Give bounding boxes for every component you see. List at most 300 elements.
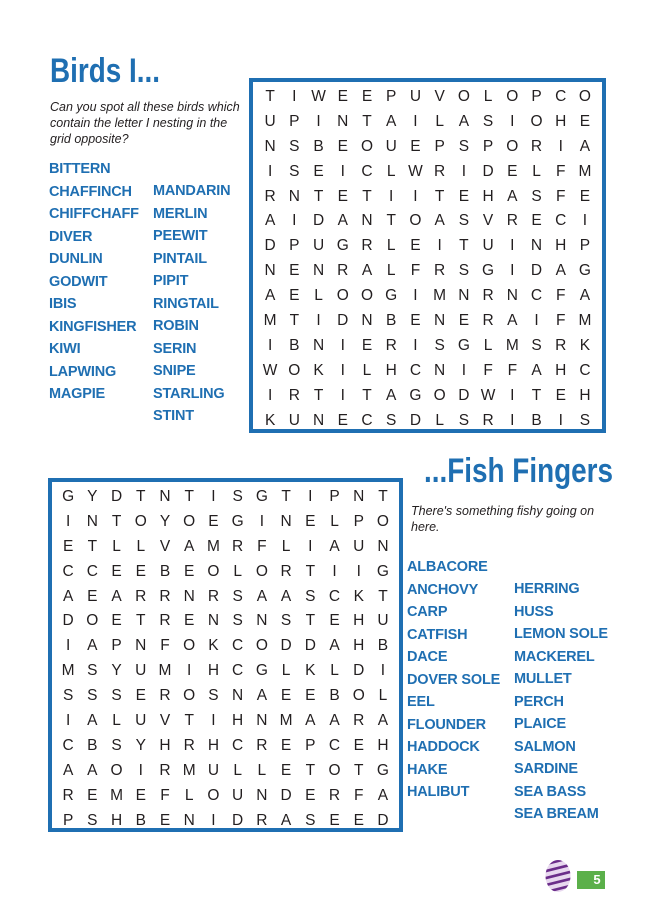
grid-letter: B	[135, 811, 146, 829]
grid-letter: O	[376, 512, 389, 530]
grid-row	[56, 759, 395, 784]
grid-letter: D	[110, 488, 123, 505]
grid-letter: E	[410, 312, 421, 330]
grid-letter: E	[329, 811, 340, 829]
grid-letter: A	[386, 386, 397, 404]
grid-letter: N	[256, 712, 268, 730]
grid-letter: K	[305, 662, 316, 680]
grid-row	[258, 110, 597, 135]
grid-letter: E	[337, 187, 348, 205]
grid-letter: F	[556, 312, 566, 330]
grid-letter: C	[530, 287, 543, 305]
fish-word-list-1	[407, 556, 500, 804]
grid-letter: T	[313, 386, 324, 404]
grid-letter: C	[361, 162, 373, 180]
grid-letter: E	[159, 811, 171, 829]
grid-letter: U	[353, 537, 365, 555]
grid-letter: I	[332, 562, 337, 580]
grid-row	[258, 185, 597, 210]
grid-letter: L	[378, 687, 388, 705]
bird-word: KIWI	[49, 341, 81, 357]
fish-word: PLAICE	[514, 716, 566, 732]
grid-letter: P	[289, 112, 300, 130]
grid-letter: H	[482, 187, 494, 205]
fish-word: MULLET	[514, 671, 572, 687]
grid-letter: I	[340, 361, 345, 379]
page-number: 5	[593, 872, 601, 887]
grid-letter: V	[159, 712, 171, 730]
grid-letter: E	[531, 212, 542, 230]
grid-letter: A	[111, 587, 122, 605]
grid-letter: H	[579, 386, 591, 404]
grid-letter: B	[386, 312, 397, 330]
grid-letter: N	[280, 512, 292, 530]
grid-letter: G	[231, 512, 244, 530]
grid-letter: F	[160, 786, 170, 804]
grid-letter: I	[340, 386, 345, 404]
grid-letter: M	[206, 537, 220, 555]
grid-letter: L	[112, 537, 121, 555]
grid-row	[56, 609, 395, 634]
fish-word: HALIBUT	[407, 784, 470, 800]
grid-letter: O	[433, 386, 446, 404]
fish-word: HADDOCK	[407, 739, 480, 755]
grid-letter: U	[264, 112, 276, 130]
grid-letter: U	[377, 612, 389, 630]
grid-letter: I	[316, 112, 321, 130]
grid-letter: Y	[159, 512, 171, 530]
fish-word: ANCHOVY	[407, 581, 479, 598]
grid-letter: T	[459, 237, 469, 255]
grid-letter: I	[413, 187, 418, 205]
fish-word: ALBACORE	[407, 559, 488, 575]
grid-letter: O	[288, 361, 301, 379]
grid-letter: T	[305, 612, 316, 630]
grid-letter: N	[256, 612, 268, 630]
grid-letter: D	[337, 312, 349, 330]
fish-word: DACE	[407, 649, 448, 665]
grid-letter: H	[555, 237, 567, 255]
grid-letter: R	[434, 262, 446, 280]
grid-letter: C	[579, 361, 591, 379]
bird-word: GODWIT	[49, 273, 108, 290]
grid-letter: E	[458, 312, 470, 330]
grid-letter: E	[280, 736, 292, 754]
grid-letter: I	[413, 336, 418, 354]
bird-word: CHIFFCHAFF	[49, 206, 139, 222]
grid-letter: F	[410, 262, 421, 280]
grid-letter: M	[182, 761, 196, 779]
grid-letter: L	[112, 712, 121, 730]
grid-letter: R	[337, 262, 349, 280]
bird-word: DIVER	[49, 228, 93, 245]
bird-word: KINGFISHER	[49, 318, 137, 335]
grid-letter: I	[558, 137, 563, 155]
grid-letter: T	[362, 112, 372, 130]
grid-letter: P	[386, 88, 397, 105]
grid-letter: N	[207, 612, 220, 630]
grid-letter: I	[211, 488, 216, 505]
grid-letter: P	[289, 237, 300, 255]
grid-letter: O	[183, 687, 196, 705]
grid-letter: L	[483, 88, 493, 105]
grid-letter: T	[281, 488, 291, 505]
grid-letter: T	[354, 761, 364, 779]
grid-letter: G	[457, 336, 470, 354]
grid-letter: N	[288, 187, 300, 205]
birds-wordsearch-grid	[249, 78, 606, 433]
grid-letter: R	[256, 811, 268, 829]
grid-row	[258, 135, 597, 160]
grid-letter: S	[289, 162, 300, 180]
grid-letter: N	[377, 537, 389, 555]
grid-letter: A	[329, 537, 340, 555]
grid-letter: U	[135, 662, 147, 680]
grid-letter: N	[264, 262, 276, 280]
grid-letter: R	[280, 562, 292, 580]
grid-letter: E	[87, 786, 98, 804]
grid-letter: H	[232, 712, 244, 730]
grid-letter: S	[458, 411, 470, 429]
grid-letter: D	[232, 811, 244, 829]
bird-word: SNIPE	[153, 363, 196, 379]
grid-letter: I	[461, 162, 467, 180]
grid-letter: O	[409, 212, 422, 230]
grid-letter: E	[111, 612, 122, 630]
grid-letter: G	[62, 488, 75, 505]
grid-letter: H	[110, 811, 123, 829]
grid-letter: I	[558, 411, 563, 429]
grid-letter: E	[337, 411, 348, 429]
grid-letter: B	[531, 411, 542, 429]
grid-letter: S	[289, 137, 300, 155]
bird-word: CHAFFINCH	[49, 183, 132, 200]
grid-letter: H	[207, 662, 220, 680]
grid-letter: C	[232, 736, 244, 754]
grid-letter: D	[377, 811, 389, 829]
grid-letter: Y	[87, 488, 98, 505]
fish-word: FLOUNDER	[407, 716, 486, 733]
grid-letter: O	[183, 512, 196, 530]
grid-letter: E	[184, 612, 195, 630]
grid-letter: N	[312, 262, 325, 280]
fish-word: SEA BASS	[514, 783, 586, 800]
grid-letter: R	[530, 137, 543, 155]
grid-letter: D	[280, 637, 292, 655]
grid-letter: T	[184, 712, 194, 730]
birds-word-list-1	[49, 158, 139, 406]
grid-letter: U	[207, 761, 220, 779]
grid-letter: N	[312, 411, 325, 429]
grid-letter: I	[308, 537, 313, 555]
birds-title: Birds I...	[50, 52, 160, 90]
grid-letter: O	[352, 687, 365, 705]
grid-letter: I	[259, 512, 265, 530]
grid-letter: O	[255, 562, 268, 580]
grid-letter: T	[305, 562, 316, 580]
grid-letter: W	[480, 386, 496, 404]
grid-letter: D	[409, 411, 422, 429]
grid-letter: A	[184, 537, 195, 555]
bird-word: DUNLIN	[49, 251, 103, 267]
grid-letter: N	[312, 336, 325, 354]
grid-letter: N	[256, 786, 268, 804]
grid-letter: I	[510, 262, 515, 280]
grid-letter: U	[288, 411, 300, 429]
grid-letter: L	[233, 761, 242, 779]
grid-letter: T	[434, 187, 445, 205]
grid-letter: V	[482, 212, 494, 230]
grid-letter: A	[377, 712, 389, 730]
bird-word: PEEWIT	[153, 228, 208, 244]
grid-letter: D	[458, 386, 470, 404]
grid-letter: A	[361, 262, 373, 280]
grid-row	[258, 384, 597, 409]
grid-letter: R	[159, 687, 171, 705]
grid-letter: M	[433, 287, 447, 305]
grid-letter: N	[353, 488, 365, 505]
grid-letter: O	[578, 88, 591, 105]
grid-letter: N	[361, 312, 373, 330]
grid-letter: T	[531, 386, 542, 404]
grid-letter: W	[262, 361, 278, 379]
grid-letter: O	[183, 637, 196, 655]
grid-letter: W	[408, 162, 423, 180]
grid-letter: S	[458, 137, 470, 155]
grid-letter: R	[256, 736, 268, 754]
grid-letter: D	[264, 237, 276, 255]
grid-letter: G	[376, 761, 389, 779]
grid-letter: B	[159, 562, 171, 580]
fish-word: DOVER SOLE	[407, 671, 501, 688]
grid-letter: S	[111, 736, 122, 754]
grid-row	[56, 809, 395, 834]
grid-letter: R	[183, 736, 195, 754]
grid-letter: N	[135, 637, 147, 655]
grid-letter: C	[555, 88, 567, 105]
grid-row	[56, 659, 395, 684]
grid-letter: R	[159, 587, 171, 605]
grid-letter: C	[232, 662, 244, 680]
grid-letter: M	[505, 336, 519, 354]
grid-row	[56, 684, 395, 709]
grid-letter: H	[353, 637, 365, 655]
grid-row	[258, 234, 597, 259]
grid-letter: P	[353, 512, 364, 530]
grid-letter: G	[255, 662, 268, 680]
grid-letter: L	[386, 262, 396, 280]
grid-letter: L	[233, 562, 242, 580]
grid-letter: A	[264, 212, 276, 230]
grid-letter: A	[256, 587, 268, 605]
grid-letter: A	[507, 312, 518, 330]
grid-letter: F	[354, 786, 364, 804]
grid-letter: S	[280, 612, 292, 630]
grid-letter: D	[280, 786, 292, 804]
grid-letter: C	[86, 562, 98, 580]
grid-letter: S	[579, 411, 591, 429]
fish-subtitle: There's something fishy going on here.	[411, 504, 595, 534]
grid-letter: P	[434, 137, 445, 155]
bird-word: LAPWING	[49, 363, 117, 380]
fish-word: SALMON	[514, 738, 576, 755]
grid-letter: E	[337, 137, 348, 155]
grid-letter: O	[530, 112, 543, 130]
grid-letter: D	[482, 162, 494, 180]
grid-letter: P	[329, 488, 340, 505]
grid-letter: E	[313, 162, 324, 180]
grid-letter: P	[111, 637, 122, 655]
grid-letter: S	[208, 687, 219, 705]
grid-row	[258, 359, 597, 384]
grid-letter: Y	[111, 662, 122, 680]
grid-letter: R	[288, 386, 300, 404]
grid-letter: R	[232, 537, 244, 555]
grid-letter: U	[135, 712, 147, 730]
grid-letter: P	[305, 736, 316, 754]
grid-letter: F	[483, 361, 493, 379]
grid-letter: C	[361, 411, 373, 429]
grid-letter: I	[461, 361, 467, 379]
grid-letter: M	[110, 786, 123, 804]
grid-letter: G	[482, 262, 495, 280]
grid-letter: L	[386, 162, 396, 180]
grid-letter: I	[510, 411, 515, 429]
grid-letter: D	[304, 637, 316, 655]
grid-letter: R	[207, 587, 220, 605]
grid-letter: S	[531, 187, 542, 205]
grid-letter: F	[257, 537, 267, 555]
grid-letter: O	[134, 512, 147, 530]
grid-letter: A	[87, 637, 98, 655]
grid-letter: I	[510, 237, 515, 255]
grid-letter: E	[410, 237, 421, 255]
grid-letter: N	[232, 687, 244, 705]
grid-letter: I	[510, 112, 515, 130]
grid-letter: K	[208, 637, 219, 655]
grid-letter: G	[376, 562, 389, 580]
grid-letter: H	[377, 736, 389, 754]
grid-letter: K	[353, 587, 364, 605]
grid-letter: F	[556, 162, 566, 180]
grid-row	[56, 560, 395, 585]
grid-letter: H	[555, 112, 567, 130]
grid-letter: M	[61, 662, 75, 680]
grid-letter: R	[135, 587, 147, 605]
grid-letter: E	[280, 761, 292, 779]
grid-letter: N	[458, 287, 470, 305]
grid-row	[258, 209, 597, 234]
bird-word: PINTAIL	[153, 250, 207, 267]
grid-letter: I	[356, 562, 361, 580]
fish-wordsearch-grid	[48, 478, 403, 832]
fish-word: CATFISH	[407, 626, 468, 643]
grid-letter: T	[136, 612, 146, 630]
grid-letter: L	[483, 336, 493, 354]
bird-word: IBIS	[49, 296, 77, 312]
grid-letter: O	[506, 137, 519, 155]
grid-letter: T	[184, 488, 194, 505]
grid-letter: T	[362, 187, 372, 205]
grid-letter: A	[87, 712, 98, 730]
grid-letter: C	[328, 587, 341, 605]
fish-word: CARP	[407, 604, 448, 620]
grid-row	[258, 85, 597, 110]
grid-letter: T	[136, 488, 146, 505]
grid-letter: E	[305, 687, 316, 705]
grid-letter: A	[280, 811, 292, 829]
grid-letter: S	[62, 687, 74, 705]
grid-letter: L	[532, 162, 541, 180]
grid-letter: T	[289, 312, 300, 330]
grid-letter: S	[87, 687, 98, 705]
grid-letter: N	[530, 237, 543, 255]
bird-word: STINT	[153, 408, 194, 424]
grid-letter: M	[158, 662, 172, 680]
grid-letter: E	[62, 537, 74, 555]
birds-word-list-2	[153, 180, 230, 428]
grid-letter: A	[87, 761, 98, 779]
grid-letter: S	[305, 587, 316, 605]
grid-letter: S	[232, 488, 243, 505]
grid-letter: I	[65, 512, 71, 530]
grid-row	[56, 585, 395, 610]
grid-row	[258, 160, 597, 185]
grid-letter: I	[292, 212, 297, 230]
grid-letter: A	[579, 287, 591, 305]
grid-letter: S	[87, 811, 98, 829]
grid-letter: K	[313, 361, 324, 379]
grid-letter: R	[159, 612, 171, 630]
grid-letter: O	[506, 88, 519, 105]
grid-letter: C	[409, 361, 422, 379]
grid-letter: I	[389, 187, 394, 205]
grid-letter: T	[313, 187, 324, 205]
grid-row	[56, 784, 395, 809]
grid-letter: H	[159, 736, 171, 754]
grid-letter: I	[510, 386, 515, 404]
grid-letter: G	[336, 237, 349, 255]
grid-letter: R	[482, 411, 494, 429]
grid-letter: O	[360, 287, 374, 305]
grid-row	[56, 734, 395, 759]
grid-letter: T	[305, 761, 316, 779]
grid-letter: C	[62, 736, 74, 754]
grid-letter: N	[337, 112, 349, 130]
grid-letter: G	[385, 287, 398, 305]
grid-letter: A	[377, 786, 389, 804]
grid-letter: G	[409, 386, 422, 404]
grid-letter: I	[308, 488, 313, 505]
grid-letter: E	[111, 562, 122, 580]
fish-word: MACKEREL	[514, 648, 595, 665]
grid-letter: S	[386, 411, 397, 429]
grid-letter: A	[256, 687, 268, 705]
grid-letter: E	[87, 587, 98, 605]
grid-letter: I	[211, 811, 216, 829]
grid-letter: N	[434, 312, 446, 330]
grid-letter: R	[159, 761, 171, 779]
grid-letter: R	[506, 212, 518, 230]
grid-letter: L	[184, 786, 194, 804]
grid-letter: N	[506, 287, 518, 305]
grid-letter: D	[353, 662, 365, 680]
grid-letter: O	[207, 786, 220, 804]
grid-letter: E	[353, 736, 364, 754]
grid-letter: F	[556, 287, 566, 305]
grid-letter: B	[87, 736, 98, 754]
fish-word: SEA BREAM	[514, 806, 599, 822]
